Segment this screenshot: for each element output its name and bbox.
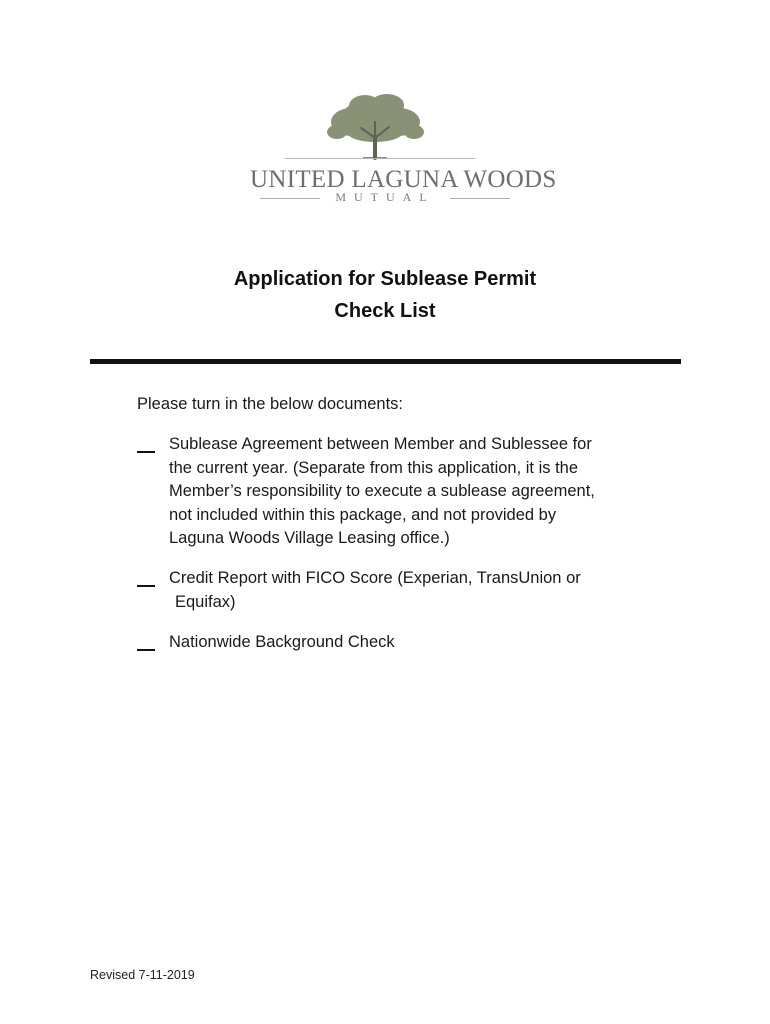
checklist-line: Equifax) <box>175 592 236 611</box>
checklist-line: the current year. (Separate from this application, it is the <box>169 458 579 477</box>
title-divider <box>90 359 681 364</box>
revision-date: Revised 7-11-2019 <box>90 968 195 982</box>
checkbox-blank-line <box>137 451 155 453</box>
logo-top-rule <box>285 158 475 159</box>
document-subtitle: Check List <box>334 300 436 322</box>
logo-rule-right <box>450 198 510 199</box>
logo-subtitle-row <box>260 190 510 206</box>
checklist-item-text <box>169 631 659 655</box>
united-laguna-woods-logo <box>250 92 557 210</box>
checklist-line: Nationwide Background Check <box>169 633 395 651</box>
intro-text: Please turn in the below documents: <box>137 395 403 413</box>
logo-name: UNITED LAGUNA WOODS <box>250 166 557 193</box>
checklist-line: Member’s responsibility to execute a sublease agreement, <box>169 482 595 500</box>
checklist-item-text <box>169 433 659 551</box>
checklist-line: Sublease Agreement between Member and Sublessee for <box>169 435 592 453</box>
checkbox-blank-line <box>137 649 155 651</box>
oak-tree-icon <box>325 92 425 160</box>
checklist-item-text <box>169 567 659 614</box>
checklist-line: not included within this package, and not provided by <box>169 505 557 524</box>
document-title: Application for Sublease Permit <box>233 268 537 290</box>
checklist-line: Credit Report with FICO Score (Experian, TransUnion or <box>169 569 581 587</box>
checklist-line: Laguna Woods Village Leasing office.) <box>169 529 450 547</box>
logo-subtitle: MUTUAL <box>335 190 435 204</box>
checkbox-blank-line <box>137 585 155 587</box>
logo-rule-left <box>260 198 320 199</box>
